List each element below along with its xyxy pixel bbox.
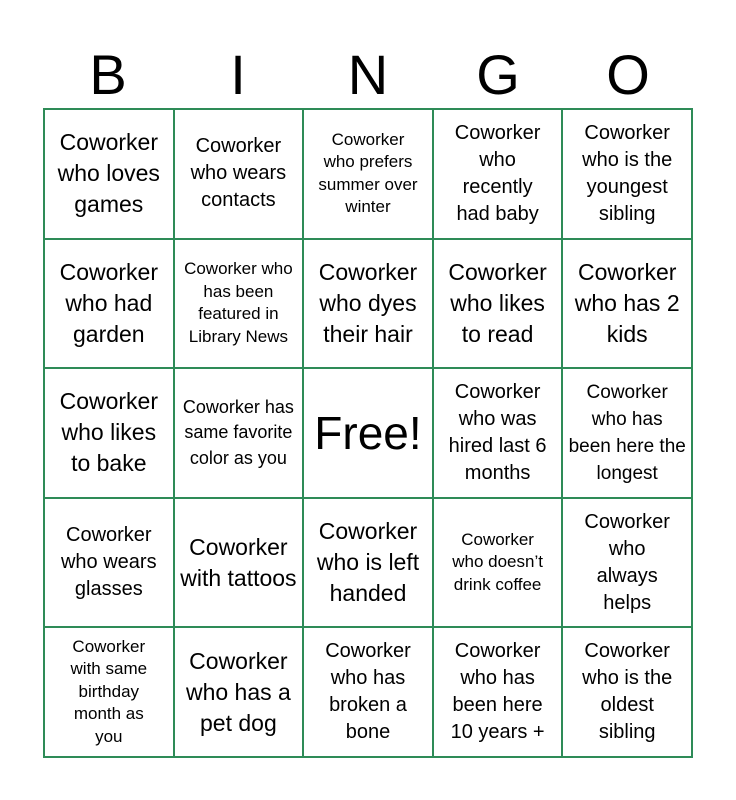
header-letter-o: O (606, 43, 650, 106)
cell-text: Coworker who dyes their hair (318, 258, 418, 347)
bingo-cell-r2-c4[interactable] (434, 240, 564, 370)
bingo-cell-r2-c1[interactable] (45, 240, 175, 370)
cell-text: Coworker who has a pet dog (185, 647, 291, 736)
header-letter-i: I (230, 43, 246, 106)
bingo-cell-r5-c5[interactable] (563, 628, 693, 758)
bingo-cell-r5-c2[interactable] (175, 628, 305, 758)
header-letter-n: N (347, 43, 389, 106)
cell-text: Coworker who had garden (59, 258, 158, 347)
cell-text: Coworker who wears contacts (190, 135, 287, 212)
bingo-cell-r4-c1[interactable] (45, 499, 175, 629)
cell-text: Coworker who always helps (584, 510, 670, 614)
cell-text: Coworker who has been featured in Library News (184, 259, 293, 346)
bingo-cell-r1-c3[interactable] (304, 110, 434, 240)
bingo-cell-r4-c2[interactable] (175, 499, 305, 629)
cell-text: Coworker who was hired last 6 months (448, 380, 547, 484)
bingo-cell-r3-c5[interactable] (563, 369, 693, 499)
bingo-cell-r2-c3[interactable] (304, 240, 434, 370)
bingo-cell-r2-c2[interactable] (175, 240, 305, 370)
header-letter-b: B (89, 43, 127, 106)
bingo-board (43, 108, 693, 758)
bingo-cell-r2-c5[interactable] (563, 240, 693, 370)
bingo-cell-r1-c5[interactable] (563, 110, 693, 240)
bingo-cell-r4-c3[interactable] (304, 499, 434, 629)
bingo-cell-r3-c4[interactable] (434, 369, 564, 499)
cell-text: Coworker who doesn’t drink coffee (452, 529, 543, 594)
cell-text: Coworker who is left handed (316, 518, 420, 607)
bingo-cell-r5-c3[interactable] (304, 628, 434, 758)
bingo-cell-r1-c1[interactable] (45, 110, 175, 240)
bingo-cell-r1-c4[interactable] (434, 110, 564, 240)
cell-text: Coworker who has been here the longest (568, 381, 686, 484)
bingo-cell-r3-c2[interactable] (175, 369, 305, 499)
bingo-cell-r3-c1[interactable] (45, 369, 175, 499)
cell-text: Coworker who has broken a bone (325, 640, 411, 744)
cell-text: Coworker who wears glasses (60, 524, 157, 601)
bingo-header (43, 44, 693, 106)
cell-text: Coworker who likes to read (448, 258, 547, 347)
cell-text: Coworker has same favorite color as you (182, 396, 294, 468)
bingo-cell-r5-c4[interactable] (434, 628, 564, 758)
free-space-label: Free! (314, 406, 422, 459)
bingo-cell-r5-c1[interactable] (45, 628, 175, 758)
cell-text: Coworker who has been here 10 years + (450, 640, 545, 744)
cell-text: Coworker who likes to bake (59, 388, 158, 477)
bingo-cell-r4-c5[interactable] (563, 499, 693, 629)
cell-text: Coworker who is the oldest sibling (582, 640, 673, 744)
cell-text: Coworker who is the youngest sibling (582, 121, 673, 225)
cell-text: Coworker who recently had baby (454, 121, 541, 225)
cell-text: Coworker who prefers summer over winter (318, 129, 418, 217)
header-letter-g: G (476, 43, 520, 106)
cell-text: Coworker who loves games (57, 129, 160, 218)
cell-text: Coworker with same birthday month as you (70, 636, 148, 746)
cell-text: Coworker with tattoos (180, 533, 297, 591)
bingo-cell-free[interactable] (304, 369, 434, 499)
bingo-cell-r4-c4[interactable] (434, 499, 564, 629)
bingo-cell-r1-c2[interactable] (175, 110, 305, 240)
cell-text: Coworker who has 2 kids (574, 258, 680, 347)
